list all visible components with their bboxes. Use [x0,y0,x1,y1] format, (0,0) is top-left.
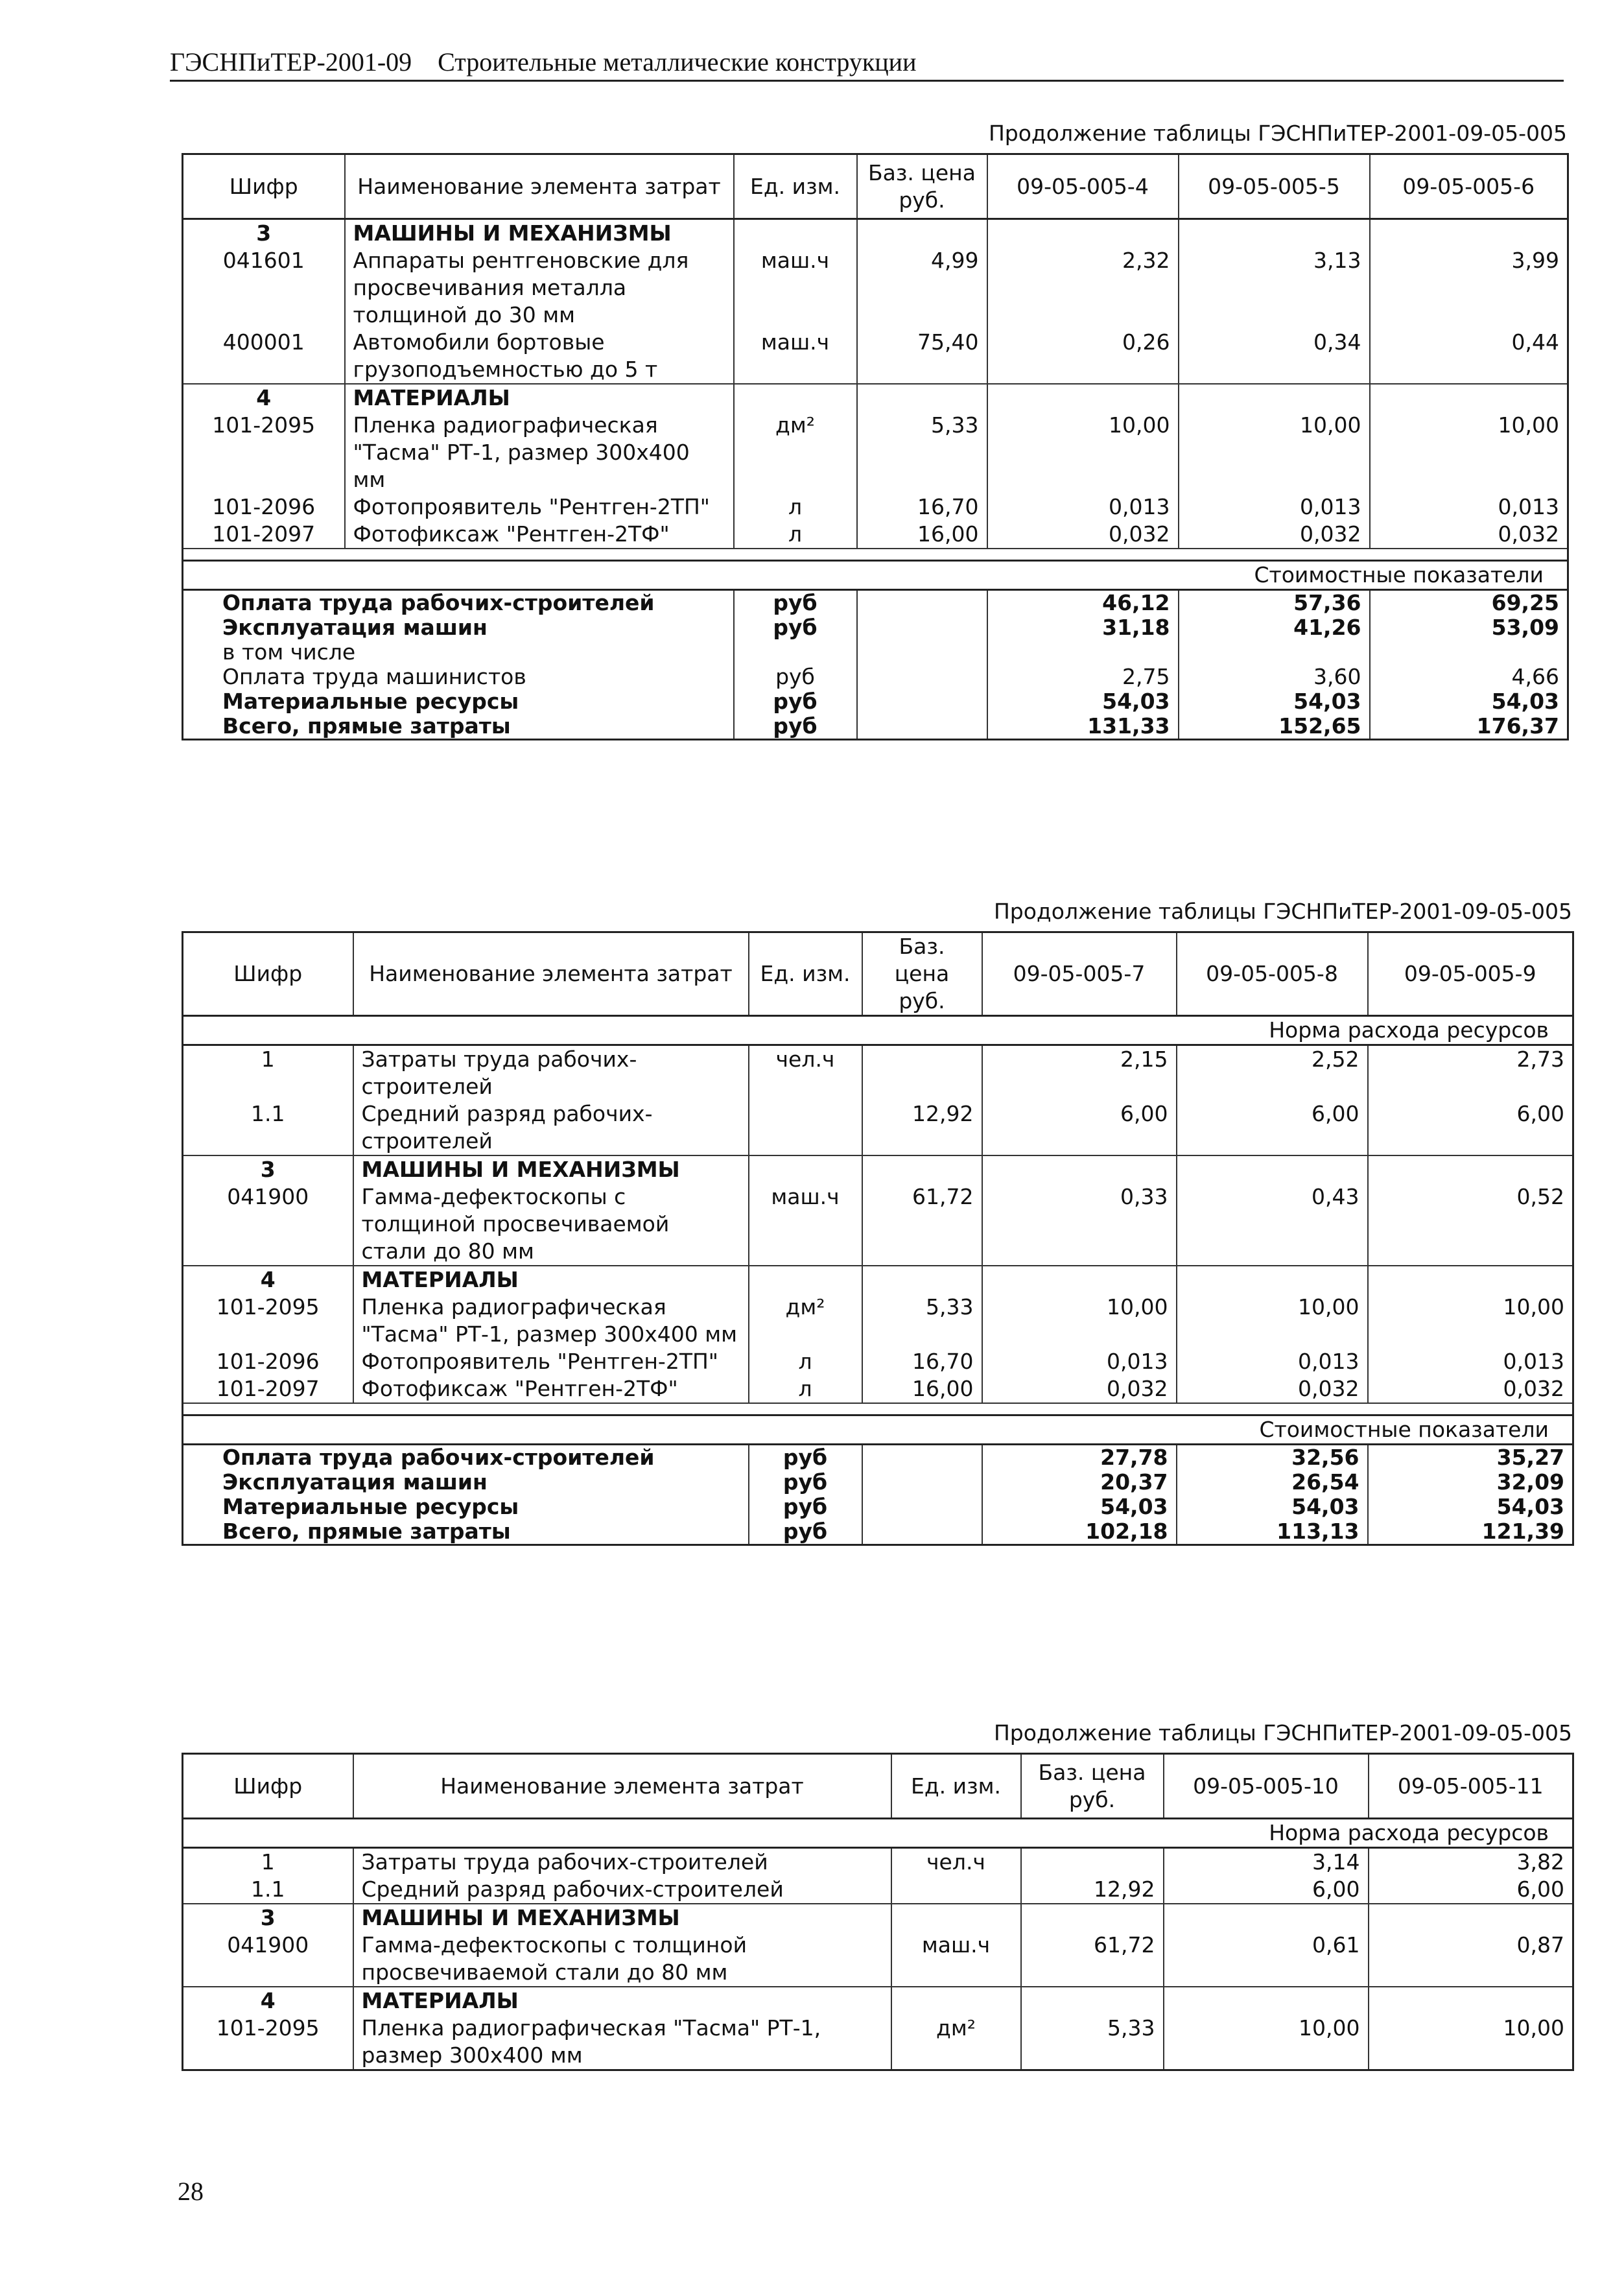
row-price: 12,92 [862,1100,982,1155]
cost-row [183,714,1568,740]
empty-cell [857,665,987,689]
row-name: Фотопроявитель "Рентген-2ТП" [353,1348,749,1375]
resource-row [183,1375,1573,1403]
column-header: 09-05-005-7 [982,932,1177,1016]
row-unit: маш.ч [734,329,857,384]
cost-unit: руб [749,1470,862,1495]
column-header: 09-05-005-10 [1164,1754,1369,1819]
cost-row [183,1470,1573,1495]
empty-cell [987,384,1179,412]
row-value: 0,032 [1179,521,1370,549]
row-value: 0,44 [1370,329,1568,384]
row-value: 2,32 [987,247,1179,329]
column-header: 09-05-005-9 [1368,932,1573,1016]
section-code: 4 [183,1266,353,1294]
row-price: 75,40 [857,329,987,384]
row-code: 1 [183,1848,353,1877]
row-code: 1 [183,1045,353,1101]
section-name: МАШИНЫ И МЕХАНИЗМЫ [353,1904,891,1932]
cost-row [183,1495,1573,1519]
row-price: 16,70 [862,1348,982,1375]
row-unit: чел.ч [749,1045,862,1101]
row-unit: л [749,1348,862,1375]
row-value: 2,15 [982,1045,1177,1101]
empty-cell [982,1155,1177,1183]
cost-row [183,1519,1573,1545]
cost-label: Материальные ресурсы [222,1493,519,1519]
row-value: 10,00 [1164,2015,1369,2070]
row-code: 101-2096 [183,1348,353,1375]
cost-label: в том числе [222,639,356,665]
cost-unit: руб [734,615,857,640]
row-code: 1.1 [183,1100,353,1155]
row-name: Затраты труда рабочих-строителей [353,1848,891,1877]
empty-cell [891,1987,1021,2015]
resource-row [183,1294,1573,1348]
empty-cell [857,615,987,640]
section-row [183,1266,1573,1294]
row-code: 101-2095 [183,2015,353,2070]
row-price [862,1045,982,1101]
row-unit: маш.ч [734,247,857,329]
empty-cell [857,689,987,714]
cost-value: 31,18 [987,615,1179,640]
cost-row [183,665,1568,689]
row-name: Средний разряд рабочих-строителей [353,1876,891,1904]
spacer [183,1403,1573,1415]
cost-value: 102,18 [982,1519,1177,1545]
resource-row [183,1348,1573,1375]
row-name: Пленка радиографическая "Тасма" РТ-1, размер 300х400 мм [353,2015,891,2070]
row-unit: маш.ч [891,1932,1021,1987]
cost-label: Всего, прямые затраты [222,713,511,739]
cost-value: 3,60 [1179,665,1370,689]
cost-note: Стоимостные показатели [183,560,1568,589]
labor-row [183,1876,1573,1904]
cost-value: 121,39 [1368,1519,1573,1545]
row-value: 2,73 [1368,1045,1573,1101]
row-price: 16,00 [857,521,987,549]
row-value: 10,00 [987,412,1179,493]
cost-value: 46,12 [987,589,1179,615]
row-price [1021,1848,1164,1877]
row-value: 2,52 [1177,1045,1368,1101]
empty-cell [857,219,987,248]
cost-label: Всего, прямые затраты [222,1518,511,1544]
cost-row [183,640,1568,665]
row-price: 61,72 [1021,1932,1164,1987]
empty-cell [862,1155,982,1183]
section-code: 4 [183,1987,353,2015]
row-code: 041900 [183,1932,353,1987]
row-price: 16,70 [857,493,987,521]
empty-cell [1370,219,1568,248]
column-header: Баз. цена руб. [862,932,982,1016]
column-header: Наименование элемента затрат [345,154,734,219]
cost-value: 41,26 [1179,615,1370,640]
row-name: Аппараты рентгеновские для просвечивания металла толщиной до 30 мм [345,247,734,329]
section-name: МАТЕРИАЛЫ [353,1987,891,2015]
row-unit: л [749,1375,862,1403]
cost-value: 20,37 [982,1470,1177,1495]
row-code: 101-2097 [183,521,345,549]
row-value: 10,00 [1370,412,1568,493]
section-name: МАТЕРИАЛЫ [353,1266,749,1294]
cost-unit: руб [734,589,857,615]
column-header: Шифр [183,932,353,1016]
empty-cell [1370,384,1568,412]
row-name: Пленка радиографическая "Тасма" РТ-1, размер 300х400 мм [353,1294,749,1348]
cost-value: 4,66 [1370,665,1568,689]
empty-cell [1369,1987,1573,2015]
column-header: 09-05-005-11 [1369,1754,1573,1819]
row-name: Гамма-дефектоскопы с толщиной просвечиваемой стали до 80 мм [353,1183,749,1266]
norm-note-row [183,1016,1573,1045]
section-code: 3 [183,1904,353,1932]
cost-row [183,615,1568,640]
row-value: 0,52 [1368,1183,1573,1266]
table-header-row [183,932,1573,1016]
resource-row [183,1932,1573,1987]
cost-value: 27,78 [982,1444,1177,1470]
resource-row [183,1183,1573,1266]
cost-row [183,1444,1573,1470]
row-value: 0,032 [982,1375,1177,1403]
row-value: 6,00 [1177,1100,1368,1155]
cost-value [987,640,1179,665]
running-header [170,47,1564,82]
cost-value [1179,640,1370,665]
page-number: 28 [178,2177,204,2206]
cost-value: 54,03 [1179,689,1370,714]
section-row [183,1155,1573,1183]
spacer-row [183,1403,1573,1415]
empty-cell [891,1904,1021,1932]
cost-value: 26,54 [1177,1470,1368,1495]
section-row [183,1904,1573,1932]
cost-note-row [183,1415,1573,1444]
empty-cell [862,1519,982,1545]
row-price: 5,33 [1021,2015,1164,2070]
row-name: Затраты труда рабочих-строителей [353,1045,749,1101]
empty-cell [1179,384,1370,412]
row-value: 10,00 [982,1294,1177,1348]
row-unit [749,1100,862,1155]
empty-cell [734,219,857,248]
cost-label: Оплата труда рабочих-строителей [222,1444,655,1470]
cost-value: 53,09 [1370,615,1568,640]
row-code: 1.1 [183,1876,353,1904]
row-code: 041601 [183,247,345,329]
cost-value: 54,03 [1177,1495,1368,1519]
row-code: 101-2096 [183,493,345,521]
row-value: 3,82 [1369,1848,1573,1877]
row-value: 10,00 [1369,2015,1573,2070]
cost-value: 152,65 [1179,714,1370,740]
row-name: Фотофиксаж "Рентген-2ТФ" [353,1375,749,1403]
row-value: 0,032 [987,521,1179,549]
row-unit: маш.ч [749,1183,862,1266]
spacer [183,549,1568,560]
section-name: МАШИНЫ И МЕХАНИЗМЫ [353,1155,749,1183]
cost-unit: руб [749,1444,862,1470]
table-caption: Продолжение таблицы ГЭСНПиТЕР-2001-09-05-005 [988,121,1567,146]
cost-unit: руб [749,1519,862,1545]
row-value: 3,14 [1164,1848,1369,1877]
empty-cell [1368,1155,1573,1183]
resource-table-1 [182,153,1569,740]
section-code: 3 [183,219,345,248]
cost-unit: руб [734,689,857,714]
row-value: 3,99 [1370,247,1568,329]
section-name: МАТЕРИАЛЫ [345,384,734,412]
cost-unit: руб [749,1495,862,1519]
row-value: 0,013 [1177,1348,1368,1375]
row-price: 12,92 [1021,1876,1164,1904]
column-header: Ед. изм. [891,1754,1021,1819]
cost-value: 35,27 [1368,1444,1573,1470]
norm-note-row [183,1819,1573,1848]
cost-unit: руб [734,665,857,689]
row-unit [891,1876,1021,1904]
row-name: Гамма-дефектоскопы с толщиной просвечиваемой стали до 80 мм [353,1932,891,1987]
cost-value: 131,33 [987,714,1179,740]
column-header: Баз. цена руб. [1021,1754,1164,1819]
empty-cell [1021,1987,1164,2015]
empty-cell [862,1470,982,1495]
column-header: 09-05-005-8 [1177,932,1368,1016]
row-unit: дм² [734,412,857,493]
column-header: Наименование элемента затрат [353,932,749,1016]
empty-cell [862,1444,982,1470]
labor-row [183,1045,1573,1101]
cost-row [183,689,1568,714]
table-header-row [183,1754,1573,1819]
row-price: 16,00 [862,1375,982,1403]
row-value: 0,013 [982,1348,1177,1375]
empty-cell [857,589,987,615]
empty-cell [749,1155,862,1183]
row-value: 0,032 [1177,1375,1368,1403]
section-code: 4 [183,384,345,412]
header-code: ГЭСНПиТЕР-2001-09 [170,47,412,77]
row-value: 0,87 [1369,1932,1573,1987]
row-unit: дм² [749,1294,862,1348]
cost-value: 32,09 [1368,1470,1573,1495]
cost-label: Оплата труда рабочих-строителей [222,589,655,615]
empty-cell [1369,1904,1573,1932]
resource-table-3 [182,1753,1574,2071]
column-header: Шифр [183,154,345,219]
row-name: Средний разряд рабочих-строителей [353,1100,749,1155]
column-header: Баз. цена руб. [857,154,987,219]
empty-cell [1177,1155,1368,1183]
row-name: Фотофиксаж "Рентген-2ТФ" [345,521,734,549]
row-name: Фотопроявитель "Рентген-2ТП" [345,493,734,521]
cost-value: 57,36 [1179,589,1370,615]
cost-note: Стоимостные показатели [183,1415,1573,1444]
row-value: 0,013 [987,493,1179,521]
section-row [183,1987,1573,2015]
resource-row [183,2015,1573,2070]
row-price: 4,99 [857,247,987,329]
spacer-row [183,549,1568,560]
resource-row [183,329,1568,384]
column-header: Ед. изм. [734,154,857,219]
row-value: 3,13 [1179,247,1370,329]
empty-cell [1179,219,1370,248]
row-unit: чел.ч [891,1848,1021,1877]
row-value: 0,032 [1370,521,1568,549]
cost-value: 69,25 [1370,589,1568,615]
column-header: 09-05-005-6 [1370,154,1568,219]
resource-row [183,521,1568,549]
row-value: 0,61 [1164,1932,1369,1987]
cost-label: Оплата труда машинистов [222,663,526,689]
cost-value: 32,56 [1177,1444,1368,1470]
row-name: Пленка радиографическая "Тасма" РТ-1, размер 300х400 мм [345,412,734,493]
row-code: 101-2095 [183,1294,353,1348]
section-row [183,384,1568,412]
row-value: 10,00 [1179,412,1370,493]
cost-value: 54,03 [1370,689,1568,714]
cost-unit [734,640,857,665]
row-value: 0,26 [987,329,1179,384]
row-value: 10,00 [1368,1294,1573,1348]
row-unit: л [734,521,857,549]
column-header: Ед. изм. [749,932,862,1016]
cost-label: Материальные ресурсы [222,688,519,714]
column-header: 09-05-005-5 [1179,154,1370,219]
section-row [183,219,1568,248]
cost-value: 113,13 [1177,1519,1368,1545]
row-code: 400001 [183,329,345,384]
empty-cell [734,384,857,412]
row-value: 6,00 [1368,1100,1573,1155]
row-value: 0,33 [982,1183,1177,1266]
table-caption: Продолжение таблицы ГЭСНПиТЕР-2001-09-05-005 [993,1720,1572,1746]
row-unit: л [734,493,857,521]
table-caption: Продолжение таблицы ГЭСНПиТЕР-2001-09-05-005 [993,899,1572,924]
cost-value: 54,03 [982,1495,1177,1519]
column-header: Наименование элемента затрат [353,1754,891,1819]
empty-cell [862,1266,982,1294]
row-value: 0,032 [1368,1375,1573,1403]
row-value: 6,00 [1369,1876,1573,1904]
norm-note: Норма расхода ресурсов [183,1016,1573,1045]
section-code: 3 [183,1155,353,1183]
resource-row [183,412,1568,493]
cost-value: 54,03 [987,689,1179,714]
empty-cell [857,640,987,665]
cost-note-row [183,560,1568,589]
empty-cell [1368,1266,1573,1294]
empty-cell [1177,1266,1368,1294]
empty-cell [862,1495,982,1519]
row-value: 0,43 [1177,1183,1368,1266]
empty-cell [857,714,987,740]
column-header: Шифр [183,1754,353,1819]
cost-unit: руб [734,714,857,740]
row-value: 6,00 [1164,1876,1369,1904]
cost-label: Эксплуатация машин [222,614,488,640]
empty-cell [1164,1987,1369,2015]
empty-cell [749,1266,862,1294]
row-value: 10,00 [1177,1294,1368,1348]
cost-label: Эксплуатация машин [222,1469,488,1495]
section-name: МАШИНЫ И МЕХАНИЗМЫ [345,219,734,248]
cost-value [1370,640,1568,665]
row-code: 041900 [183,1183,353,1266]
row-price: 61,72 [862,1183,982,1266]
row-value: 0,013 [1370,493,1568,521]
cost-row [183,589,1568,615]
empty-cell [857,384,987,412]
resource-table-2 [182,931,1574,1546]
labor-row [183,1848,1573,1877]
row-code: 101-2095 [183,412,345,493]
labor-row [183,1100,1573,1155]
row-value: 0,013 [1179,493,1370,521]
empty-cell [982,1266,1177,1294]
cost-value: 176,37 [1370,714,1568,740]
row-code: 101-2097 [183,1375,353,1403]
row-price: 5,33 [857,412,987,493]
norm-note: Норма расхода ресурсов [183,1819,1573,1848]
empty-cell [1164,1904,1369,1932]
resource-row [183,247,1568,329]
row-value: 0,013 [1368,1348,1573,1375]
table-header-row [183,154,1568,219]
column-header: 09-05-005-4 [987,154,1179,219]
row-unit: дм² [891,2015,1021,2070]
empty-cell [1021,1904,1164,1932]
cost-value: 2,75 [987,665,1179,689]
row-value: 6,00 [982,1100,1177,1155]
header-title: Строительные металлические конструкции [438,47,917,77]
row-name: Автомобили бортовые грузоподъемностью до 5 т [345,329,734,384]
row-value: 0,34 [1179,329,1370,384]
resource-row [183,493,1568,521]
cost-value: 54,03 [1368,1495,1573,1519]
row-price: 5,33 [862,1294,982,1348]
empty-cell [987,219,1179,248]
